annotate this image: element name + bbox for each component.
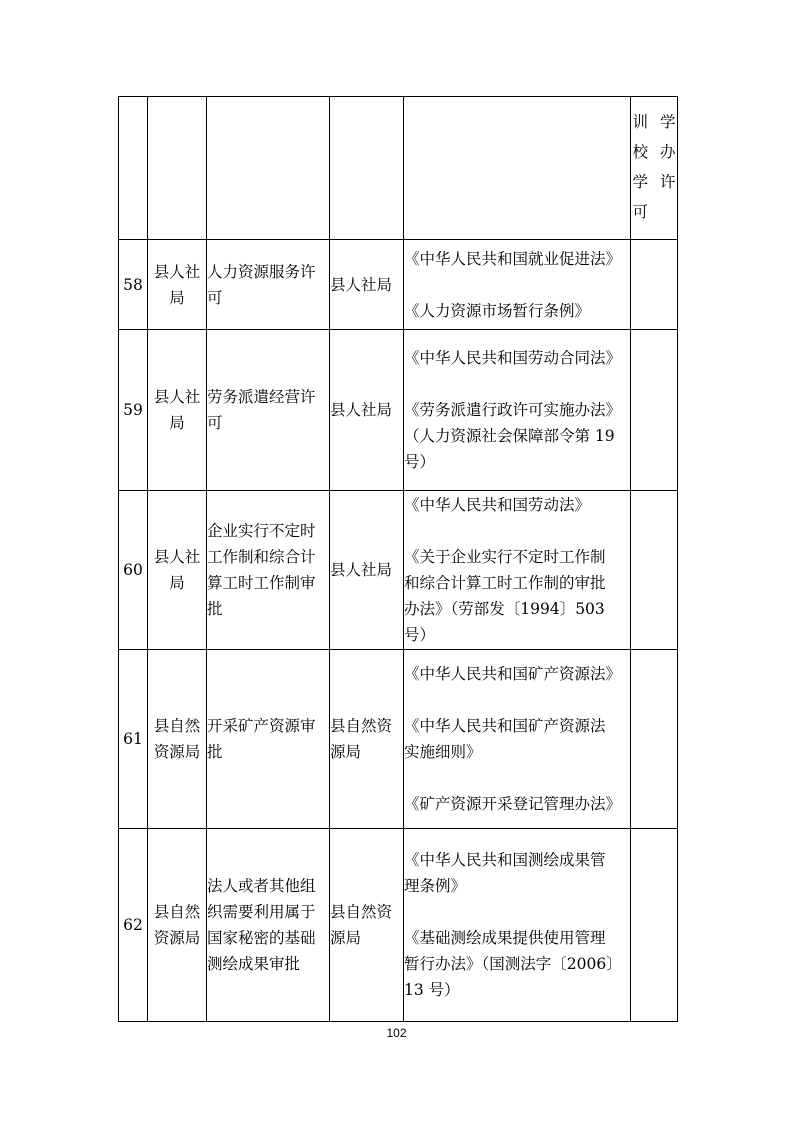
legal-basis-line: 《中华人民共和国矿产资源法 — [404, 717, 606, 735]
legal-basis-line: 《矿产资源开采登记管理办法》 — [404, 795, 622, 813]
legal-basis-cell — [404, 829, 631, 1022]
notes-cell-vertical — [631, 97, 678, 240]
notes-cell — [631, 240, 678, 330]
legal-basis-line: 《劳务派遣行政许可实施办法》 — [404, 401, 622, 419]
implementing-org-cell — [330, 829, 404, 1022]
table-row-continued — [119, 97, 678, 240]
implementing-org-cell: 县人社局 — [330, 330, 404, 491]
department-cell — [148, 650, 207, 829]
legal-basis-cell — [404, 650, 631, 829]
legal-basis-cell — [404, 491, 631, 650]
basis-spacer — [404, 899, 630, 925]
legal-basis-line: 办法》（劳部发〔1994〕503 号） — [404, 600, 605, 644]
legal-basis-line: 《中华人民共和国劳动法》 — [404, 496, 591, 514]
basis-spacer — [404, 687, 630, 713]
row-number: 60 — [119, 491, 148, 650]
implementing-org-line: 源局 — [330, 743, 362, 761]
item-name-line: 批 — [207, 743, 223, 761]
item-name-line: 批 — [207, 600, 223, 618]
legal-basis-line: 《关于企业实行不定时工作制 — [404, 548, 606, 566]
table-row — [119, 829, 678, 1022]
legal-basis-line: 理条例》 — [404, 877, 467, 895]
empty-cell — [330, 97, 404, 240]
item-name-line: 工作制和综合计 — [207, 548, 316, 566]
legal-basis-cell — [404, 330, 631, 491]
legal-basis-line: 《中华人民共和国就业促进法》 — [404, 249, 622, 268]
legal-basis-line: 《中华人民共和国劳动合同法》 — [404, 349, 622, 367]
department-line: 局 — [169, 414, 185, 432]
notes-char: 学 — [660, 113, 676, 131]
department-line: 县自然 — [153, 903, 201, 921]
department-line: 局 — [169, 288, 185, 307]
department-line: 县自然 — [153, 717, 201, 735]
department-line: 资源局 — [153, 743, 201, 761]
table-row — [119, 240, 678, 330]
basis-spacer — [404, 371, 630, 397]
notes-char: 校 — [632, 143, 648, 161]
implementing-org-line: 县自然资 — [330, 717, 393, 735]
table-row — [119, 650, 678, 829]
legal-basis-line: 13 号） — [404, 981, 460, 999]
department-cell — [148, 330, 207, 491]
empty-cell — [207, 97, 330, 240]
table-row — [119, 491, 678, 650]
page-number: 102 — [386, 1026, 407, 1040]
legal-basis-line: 《基础测绘成果提供使用管理 — [404, 929, 606, 947]
notes-char: 可 — [632, 203, 648, 221]
legal-basis-line: 暂行办法》（国测法字〔2006〕 — [404, 955, 622, 973]
basis-spacer — [404, 272, 630, 298]
item-name-cell — [207, 650, 330, 829]
item-name-line: 国家秘密的基础 — [207, 929, 316, 947]
legal-basis-line: 《中华人民共和国测绘成果管 — [404, 851, 606, 869]
item-name-cell — [207, 829, 330, 1022]
notes-cell — [631, 491, 678, 650]
table-row — [119, 330, 678, 491]
row-number: 59 — [119, 330, 148, 491]
notes-char: 许 — [660, 173, 676, 191]
notes-cell — [631, 650, 678, 829]
row-number: 62 — [119, 829, 148, 1022]
department-line: 县人社 — [153, 262, 201, 281]
administrative-licensing-table — [118, 96, 678, 1022]
implementing-org-cell: 县人社局 — [330, 491, 404, 650]
item-name-line: 可 — [207, 288, 223, 307]
basis-spacer — [404, 765, 630, 791]
notes-char: 学 — [632, 173, 648, 191]
item-name-line: 法人或者其他组 — [207, 877, 316, 895]
empty-cell — [119, 97, 148, 240]
item-name-line: 劳务派遣经营许 — [207, 388, 316, 406]
item-name-line: 算工时工作制审 — [207, 574, 316, 592]
department-cell — [148, 491, 207, 650]
legal-basis-cell — [404, 240, 631, 330]
implementing-org-line: 源局 — [330, 929, 362, 947]
row-number: 58 — [119, 240, 148, 330]
notes-cell — [631, 829, 678, 1022]
basis-spacer — [404, 518, 630, 544]
empty-cell — [404, 97, 631, 240]
item-name-cell — [207, 240, 330, 330]
item-name-line: 织需要利用属于 — [207, 903, 316, 921]
legal-basis-line: 《中华人民共和国矿产资源法》 — [404, 665, 622, 683]
item-name-line: 企业实行不定时 — [207, 522, 316, 540]
legal-basis-line: （人力资源社会保障部令第 19 — [404, 427, 615, 445]
department-line: 局 — [169, 574, 185, 592]
department-cell — [148, 829, 207, 1022]
implementing-org-cell: 县人社局 — [330, 240, 404, 330]
notes-char: 训 — [632, 113, 648, 131]
empty-cell — [148, 97, 207, 240]
department-line: 县人社 — [153, 388, 201, 406]
legal-basis-line: 号） — [404, 453, 436, 471]
item-name-line: 测绘成果审批 — [207, 955, 301, 973]
item-name-cell — [207, 330, 330, 491]
implementing-org-line: 县自然资 — [330, 903, 393, 921]
implementing-org-cell — [330, 650, 404, 829]
item-name-line: 人力资源服务许 — [207, 262, 316, 281]
legal-basis-line: 和综合计算工时工作制的审批 — [404, 574, 606, 592]
notes-cell — [631, 330, 678, 491]
item-name-cell — [207, 491, 330, 650]
notes-column-left — [632, 107, 648, 227]
item-name-line: 可 — [207, 414, 223, 432]
department-line: 资源局 — [153, 929, 201, 947]
row-number: 61 — [119, 650, 148, 829]
notes-char: 办 — [660, 143, 676, 161]
legal-basis-line: 实施细则》 — [404, 743, 482, 761]
department-cell — [148, 240, 207, 330]
legal-basis-line: 《人力资源市场暂行条例》 — [404, 301, 591, 320]
department-line: 县人社 — [153, 548, 201, 566]
notes-column-right — [660, 107, 676, 227]
item-name-line: 开采矿产资源审 — [207, 717, 316, 735]
